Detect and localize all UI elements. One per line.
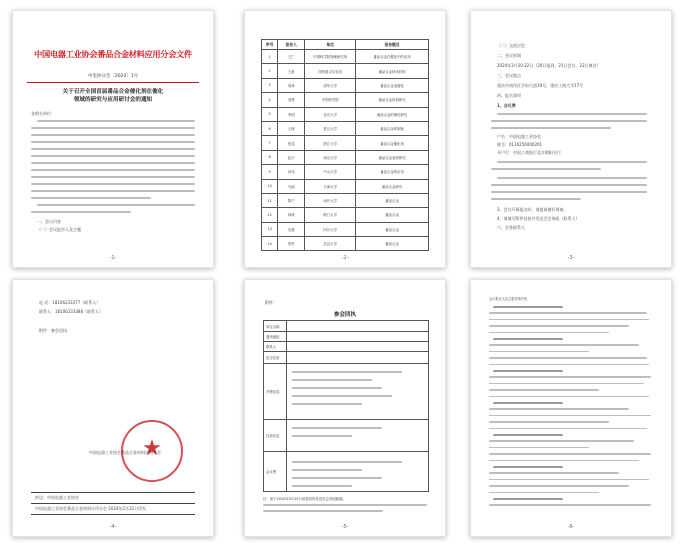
body-line [37,204,195,206]
attachment-line: 附件：参会回执 [39,328,67,333]
table-row [262,222,429,236]
table-row [262,107,429,121]
table-row [262,150,429,164]
body-line [489,485,629,487]
table-cell-topic: 番品合金表面研究 [356,150,429,164]
table-cell-name: 孙伟 [278,165,305,179]
table-cell-unit: 中国科学院物理研究所 [305,50,356,64]
body-line [263,504,427,506]
table-cell-no: 12 [262,208,278,222]
table-cell-topic: 番品合金的制备 [356,121,429,135]
issue-line: 中国电器工业协会番品合金材料应用分会 2024年2月22日印发 [35,506,147,511]
meeting-location: 重庆市南岸区学府大道19号，重庆工商大学17号 [497,83,584,88]
section-heading: （二）交流讨论 [497,43,525,48]
body-line [489,492,599,494]
table-cell-no: 7 [262,136,278,150]
section-heading: 一、会议内容 [37,219,61,224]
table-cell-unit: 天津大学 [305,179,356,193]
table-cell-no: 14 [262,237,278,251]
table-cell-name: 周林 [278,78,305,92]
form-title: 参会回执 [333,312,356,318]
table-cell-unit: 清华大学 [305,78,356,92]
document-page-2 [244,10,446,268]
body-line [489,408,629,410]
body-line [489,319,649,321]
body-line [493,498,563,500]
form-text-line [292,395,392,397]
body-line [489,421,609,423]
body-line [489,312,647,314]
table-row [262,50,429,64]
page-number: -1- [109,255,117,261]
body-line [497,113,647,115]
speaker-table [261,39,429,251]
subsection-heading: （一）会议报告人及主题 [37,227,81,232]
document-page-3 [470,10,672,268]
body-line [31,134,195,136]
table-cell-no: 2 [262,64,278,78]
body-line [489,460,639,462]
table-cell-topic: 番品合金研究 [356,179,429,193]
table-row [262,64,429,78]
body-line [493,466,563,468]
table-cell-unit: 复旦大学 [305,121,356,135]
table-cell-no: 10 [262,179,278,193]
table-row [262,237,429,251]
table-cell-topic: 番品合金的理论研究 [356,107,429,121]
account-name: 户名：中国电器工业协会 [497,134,541,139]
form-divider [264,363,428,364]
notice-heading-line-2: 领域的研究与应用研讨会的通知 [73,97,153,103]
body-line [31,190,195,192]
body-line [489,325,629,327]
table-cell-unit: 四川大学 [305,222,356,236]
page-number: -4- [109,524,117,530]
page-number: -2- [341,255,349,261]
body-line [31,211,131,213]
page-number: -5- [341,524,349,530]
table-cell-unit: 中山大学 [305,165,356,179]
divider [31,514,195,515]
body-line [37,120,195,122]
table-header-row [262,40,429,50]
section-heading: 二、会议时间 [497,53,521,58]
body-line [489,472,619,474]
table-cell-name: 刘勇 [278,93,305,107]
document-page-4 [12,279,214,537]
notice-heading-line-1: 关于召开全国首届番品合金催化剂在催化 [62,89,164,95]
form-text-line [292,371,402,373]
body-line [263,510,383,512]
column-header: 序号 [262,40,278,50]
body-line [31,162,195,164]
table-row [262,136,429,150]
table-row [262,208,429,222]
form-text-line [292,387,382,389]
body-line [497,161,647,163]
form-text-line [292,403,362,405]
account-number: 账号：0116256000201 [497,142,543,147]
table-cell-unit: 北京大学 [305,107,356,121]
attachment-label: 附件： [265,300,277,305]
meeting-time: 2024年3月20-22日（20日报到，21日会议，22日离会） [497,63,601,68]
body-line [489,344,639,346]
red-divider [27,82,199,83]
star-icon: ★ [142,436,162,461]
body-line [31,169,195,171]
body-line [31,127,195,129]
body-line [489,428,647,430]
form-row-label: 单位名称 [266,325,280,329]
reply-form [263,320,429,492]
table-cell-topic: 番品合金 [356,193,429,207]
body-line [31,197,151,199]
body-line [31,176,195,178]
table-cell-name: 陈宁 [278,193,305,207]
form-row-label: 是否住宿 [266,356,280,360]
section-heading: 四、报名事项 [497,93,521,98]
table-cell-no: 8 [262,150,278,164]
table-row [262,121,429,135]
body-line [31,141,195,143]
body-line [489,447,589,449]
form-caption: 注：请于2024年3月15日前将回执发送至会务组邮箱。 [263,497,346,501]
body-line [493,306,563,308]
table-cell-name: 林涛 [278,208,305,222]
table-cell-topic: 番品合金结构研究 [356,93,429,107]
table-cell-no: 4 [262,93,278,107]
body-line [489,440,634,442]
body-line [489,351,589,353]
body-line [489,396,649,398]
body-line [493,370,563,372]
body-line [491,184,647,186]
form-text-line [292,379,372,381]
subsection-heading: 1、会议费 [497,103,516,108]
form-row-label: 住宿信息 [266,434,280,438]
body-line [491,120,647,122]
table-cell-topic: 番品合金 [356,237,429,251]
table-row [262,165,429,179]
document-page-5 [244,279,446,537]
body-line [31,183,195,185]
form-divider [286,321,287,491]
document-number: 中电协分会〔2024〕1号 [87,74,139,79]
table-cell-topic: 番品合金在催化中的应用 [356,50,429,64]
table-cell-name: 吴强 [278,222,305,236]
table-cell-name: 王仁 [278,50,305,64]
form-row-label: 通讯地址 [266,335,280,339]
form-row-label: 联系人 [266,345,277,349]
form-row-label: 开票信息 [266,390,280,394]
body-line [493,434,563,436]
issuing-organization: 中国电器工业协会番品合金材料应用分会 [89,450,161,455]
body-line [489,504,651,506]
table-cell-name: 王研 [278,121,305,135]
table-cell-name: 王新 [278,64,305,78]
form-divider [264,451,428,452]
body-line [489,332,609,334]
body-text: 4、请填写附件回执并发送至会务组（联系人） [497,216,580,221]
table-cell-name: 马丽 [278,179,305,193]
salutation: 各相关单位： [31,111,55,116]
body-line [491,127,611,129]
body-line [491,168,601,170]
bank-name: 开户行：中国工商银行北京朝阳支行 [497,150,561,155]
table-cell-no: 1 [262,50,278,64]
form-divider [264,351,428,352]
form-divider [264,419,428,420]
body-line [489,479,649,481]
table-cell-no: 3 [262,78,278,92]
table-cell-no: 6 [262,121,278,135]
table-cell-no: 13 [262,222,278,236]
table-cell-unit: 厦门大学 [305,208,356,222]
body-line [493,338,563,340]
form-text-line [292,427,382,429]
contact-line: 联系人：18106233388（联系人） [39,309,103,314]
table-cell-name: 赵宇 [278,150,305,164]
form-divider [264,341,428,342]
table-cell-topic: 番品合金 [356,208,429,222]
column-header: 报告人 [278,40,305,50]
section-heading: 六、会务联系人 [497,225,525,230]
table-cell-unit: 南京大学 [305,150,356,164]
form-divider [264,331,428,332]
page-number: -6- [567,524,575,530]
body-line [31,148,195,150]
body-line [489,453,651,455]
body-line [491,191,647,193]
page-intro: 会议报告人及主题详细介绍 [489,297,528,301]
document-header-title: 中国电器工业协会番品合金材料应用分会文件 [34,49,192,59]
body-line [489,357,647,359]
table-row [262,193,429,207]
table-cell-unit: 中国科学院 [305,93,356,107]
body-line [489,364,649,366]
body-line [493,402,563,404]
table-cell-topic: 番品合金催化剂 [356,136,429,150]
table-row [262,93,429,107]
table-cell-no: 9 [262,165,278,179]
table-cell-no: 11 [262,193,278,207]
table-row [262,78,429,92]
table-row [262,179,429,193]
table-cell-topic: 番品合金的应用 [356,165,429,179]
table-cell-no: 5 [262,107,278,121]
body-line [489,376,651,378]
column-header: 单位 [305,40,356,50]
section-heading: 三、会议地点 [497,73,521,78]
divider [31,503,195,504]
contact-line: 电 话：18106233377（联系人） [39,300,101,305]
form-text-line [292,435,352,437]
form-text-line [292,477,382,479]
form-text-line [292,485,352,487]
body-line [489,383,644,385]
column-header: 报告题目 [356,40,429,50]
table-cell-unit: 武汉大学 [305,237,356,251]
document-page-1 [12,10,214,268]
form-row-label: 会议费 [266,470,277,474]
table-cell-unit: 国家重点实验室 [305,64,356,78]
body-line [497,177,647,179]
divider [31,492,195,493]
body-line [491,198,581,200]
body-text: 3、会议开幕报名时，请提前做好准备。 [497,207,568,212]
table-cell-name: 李明 [278,107,305,121]
table-cell-name: 张昆 [278,136,305,150]
document-page-6 [470,279,672,537]
cc-line: 抄送：中国电器工业协会 [35,495,79,500]
body-line [31,155,195,157]
body-line [489,415,651,417]
table-cell-topic: 番品合金 [356,222,429,236]
table-cell-name: 郑军 [278,237,305,251]
form-text-line [292,461,402,463]
table-cell-unit: 南开大学 [305,193,356,207]
table-cell-topic: 番品合金电催化 [356,78,429,92]
form-text-line [292,469,362,471]
table-cell-topic: 番品合金纳米材料 [356,64,429,78]
page-number: -3- [567,255,575,261]
table-cell-unit: 浙江大学 [305,136,356,150]
body-line [489,389,599,391]
